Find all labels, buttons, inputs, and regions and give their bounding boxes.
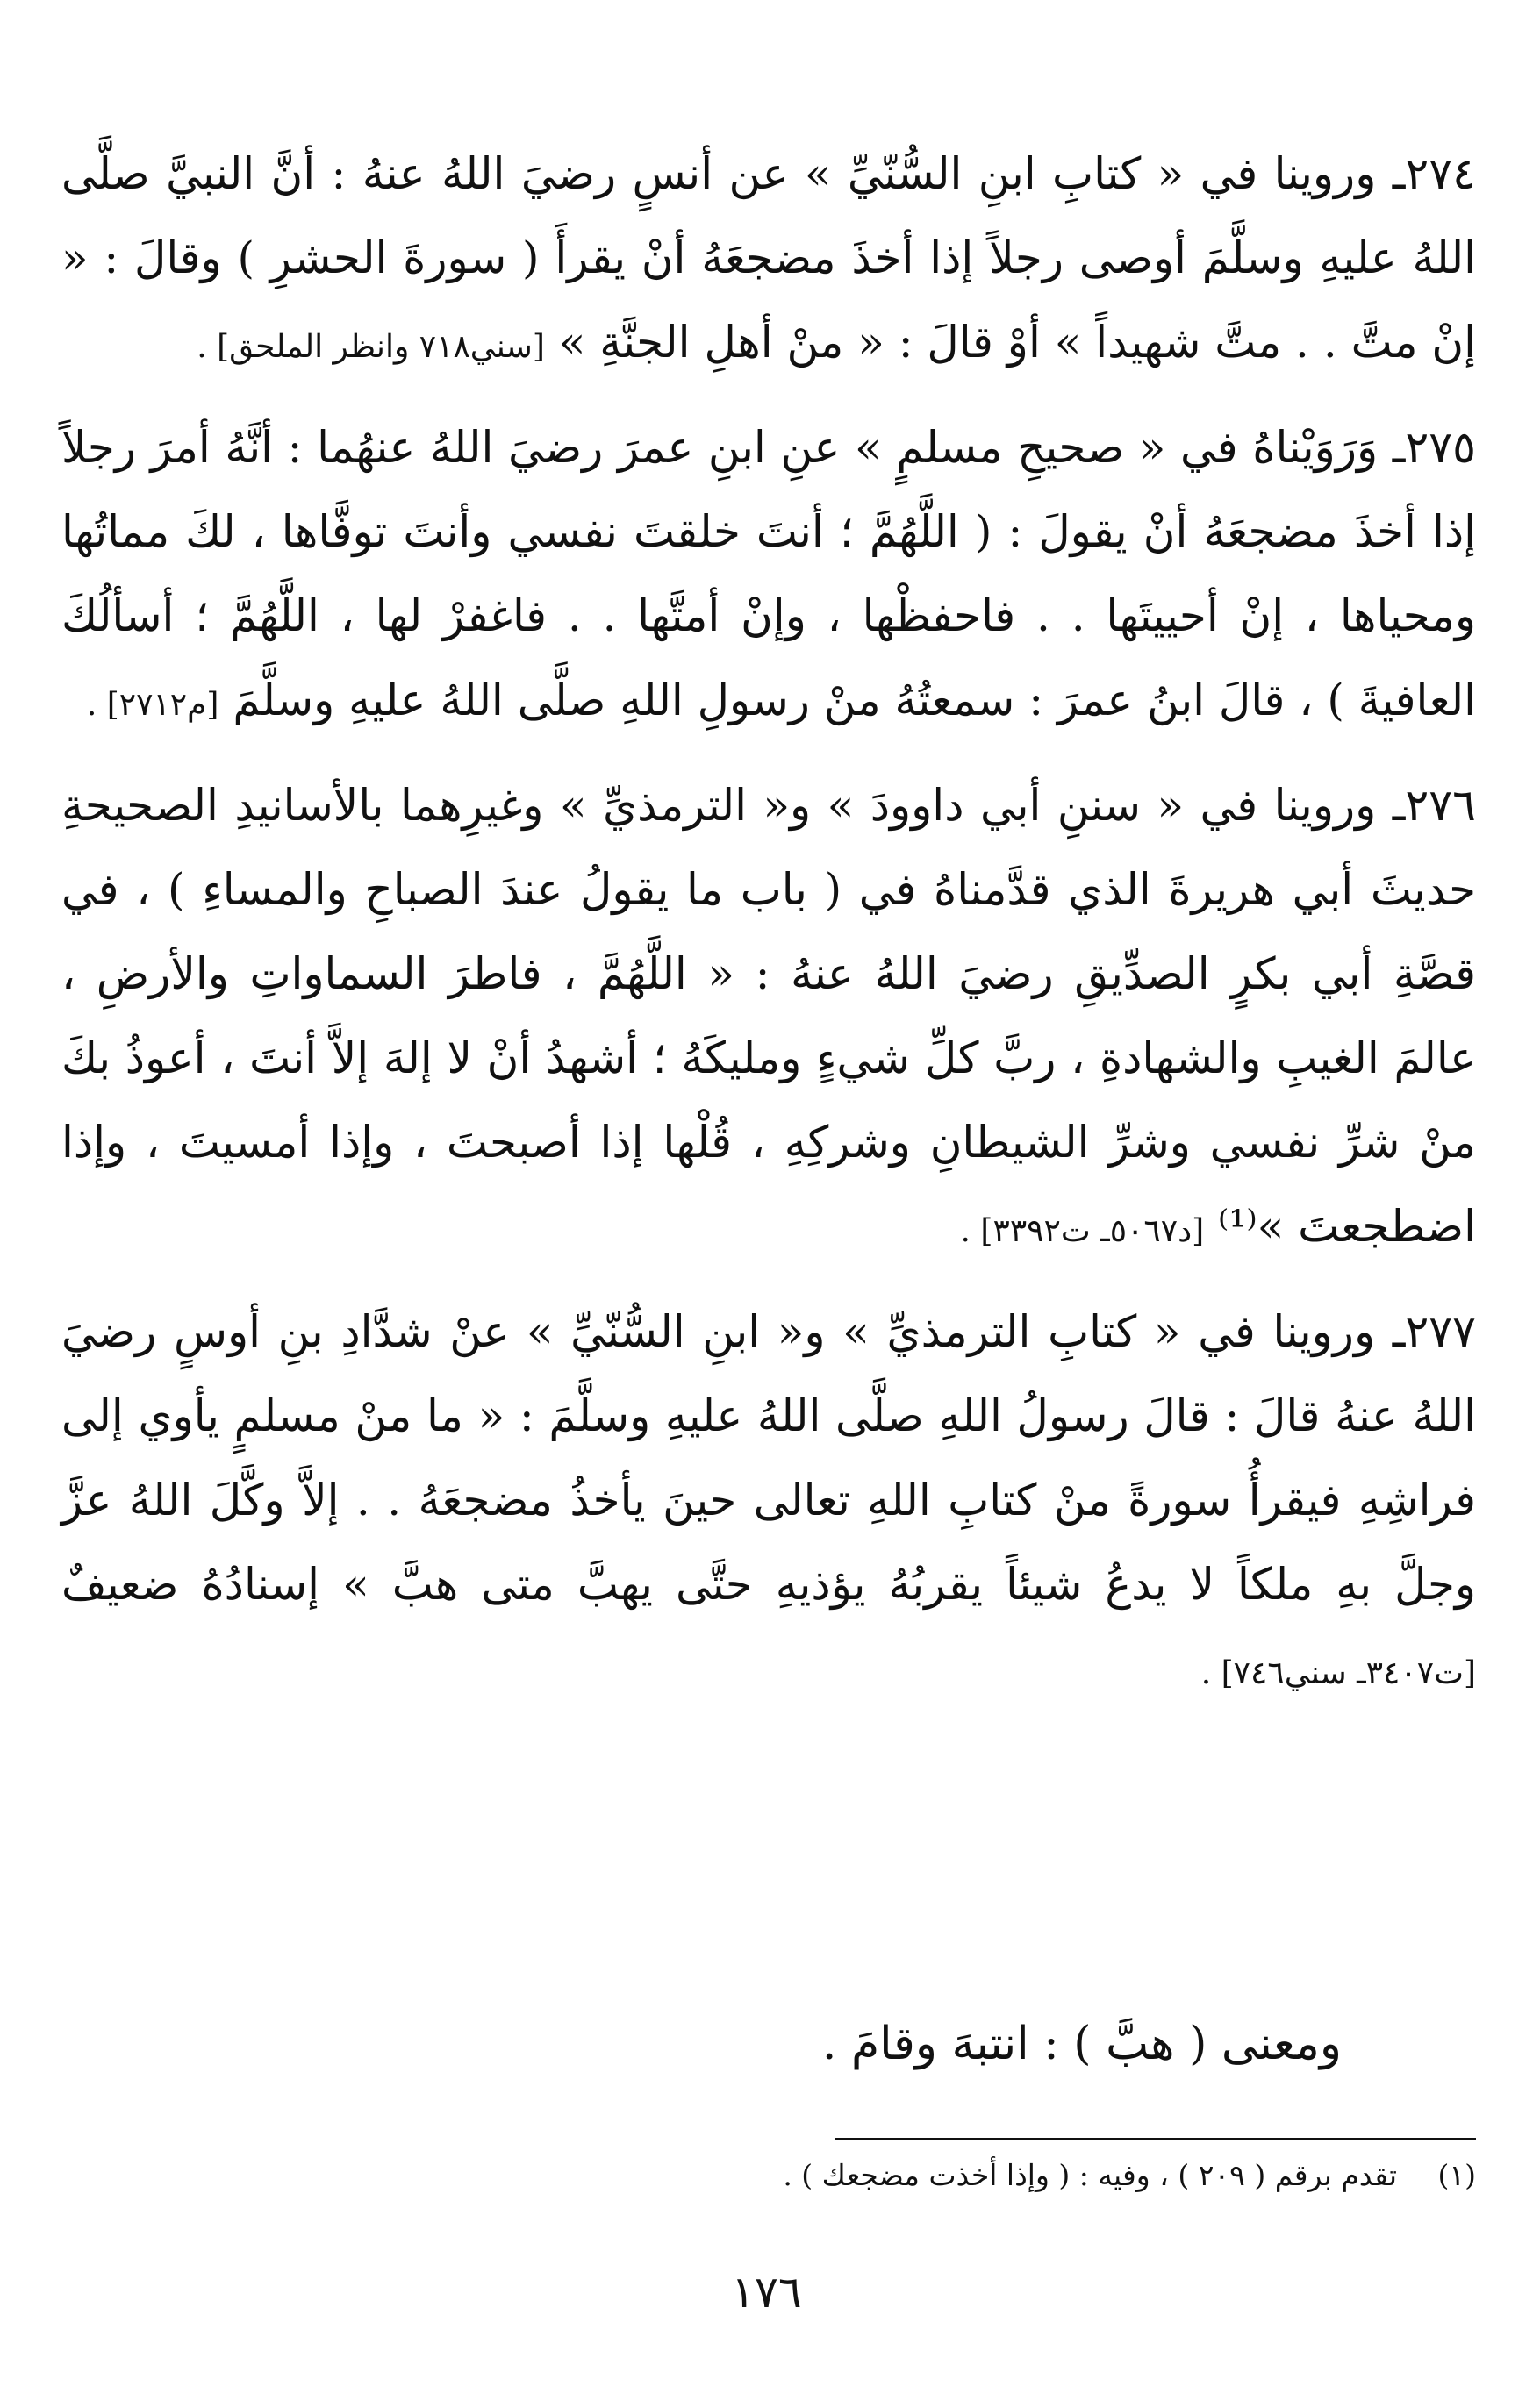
- page-number: ١٧٦: [731, 2267, 802, 2318]
- hadith-276-reference: [د٥٠٦٧ـ ت٣٣٩٢] .: [960, 1213, 1205, 1249]
- hadith-277: [61, 1290, 1476, 1716]
- main-text-block: [61, 132, 1476, 1737]
- footnote-text: تقدم برقم ( ٢٠٩ ) ، وفيه : ( وإذا أخذت مضجعك ) .: [783, 2158, 1398, 2192]
- hadith-276-text: ٢٧٦ـ وروينا في « سننِ أبي داوودَ » و« الترمذيِّ » وغيرِهما بالأسانيدِ الصحيحةِ حديثَ أبي هريرةَ الذي قدَّمناهُ في ( باب ما يقولُ عندَ الصباحِ والمساءِ ) ، في قصَّةِ أبي بكرٍ الصدِّيقِ رضيَ اللهُ عنهُ : « اللَّهُمَّ ، فاطرَ السماواتِ والأرضِ ، عالمَ الغيبِ والشهادةِ ، ربَّ كلِّ شيءٍ ومليكَهُ ؛ أشهدُ أنْ لا إلهَ إلاَّ أنتَ ، أعوذُ بكَ منْ شرِّ نفسي وشرِّ الشيطانِ وشركِهِ ، قُلْها إذا أصبحتَ ، وإذا أمسيتَ ، وإذا اضطجعتَ »⁽¹⁾: [61, 780, 1476, 1252]
- word-meaning-note: ومعنى ( هبَّ ) : انتبهَ وقامَ .: [821, 2018, 1342, 2070]
- hadith-277-text: ٢٧٧ـ وروينا في « كتابِ الترمذيِّ » و« ابنِ السُّنّيِّ » عنْ شدَّادِ بنِ أوسٍ رضيَ اللهُ عنهُ قالَ : قالَ رسولُ اللهِ صلَّى اللهُ عليهِ وسلَّمَ : « ما منْ مسلمٍ يأوي إلى فراشِهِ فيقرأُ سورةً منْ كتابِ اللهِ تعالى حينَ يأخذُ مضجعَهُ . . إلاَّ وكَّلَ اللهُ عزَّ وجلَّ بهِ ملكاً لا يدعُ شيئاً يقربُهُ يؤذيهِ حتَّى يهبَّ متى هبَّ » إسنادُهُ ضعيفٌ: [61, 1306, 1476, 1610]
- footnote-separator: [835, 2138, 1476, 2140]
- hadith-275-reference: [م٢٧١٢] .: [86, 687, 219, 723]
- hadith-275: [61, 405, 1476, 747]
- footnote-number: (١): [1437, 2158, 1476, 2192]
- hadith-275-text: ٢٧٥ـ وَرَوَيْناهُ في « صحيحِ مسلمٍ » عنِ ابنِ عمرَ رضيَ اللهُ عنهُما : أنَّهُ أمرَ رجلاً إذا أخذَ مضجعَهُ أنْ يقولَ : ( اللَّهُمَّ ؛ أنتَ خلقتَ نفسي وأنتَ توفَّاها ، لكَ مماتُها ومحياها ، إنْ أحييتَها . . فاحفظْها ، وإنْ أمتَّها . . فاغفرْ لها ، اللَّهُمَّ ؛ أسألُكَ العافيةَ ) ، قالَ ابنُ عمرَ : سمعتُهُ منْ رسولِ اللهِ صلَّى اللهُ عليهِ وسلَّمَ: [61, 422, 1476, 725]
- hadith-274-reference: [سني٧١٨ وانظر الملحق] .: [197, 329, 545, 365]
- hadith-274: [61, 132, 1476, 389]
- hadith-274-text: ٢٧٤ـ وروينا في « كتابِ ابنِ السُّنّيِّ » عن أنسٍ رضيَ اللهُ عنهُ : أنَّ النبيَّ صلَّى اللهُ عليهِ وسلَّمَ أوصى رجلاً إذا أخذَ مضجعَهُ أنْ يقرأَ ( سورةَ الحشرِ ) وقالَ : « إنْ متَّ . . متَّ شهيداً » أوْ قالَ : « منْ أهلِ الجنَّةِ »: [61, 148, 1476, 368]
- hadith-277-reference: [ت٣٤٠٧ـ سني٧٤٦] .: [1200, 1655, 1476, 1691]
- hadith-276: [61, 763, 1476, 1274]
- footnote: [783, 2151, 1476, 2200]
